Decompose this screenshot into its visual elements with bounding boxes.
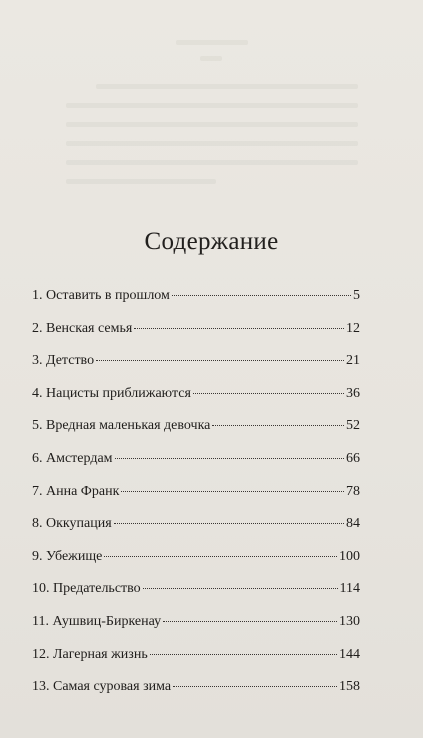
toc-entry-page-number: 100 xyxy=(339,548,360,564)
dot-leader xyxy=(163,621,337,622)
toc-entry-13 xyxy=(32,678,360,711)
toc-entry-12 xyxy=(32,646,360,679)
toc-entry-title: 4. Нацисты приближаются xyxy=(32,385,191,401)
toc-entry-1 xyxy=(32,287,360,320)
toc-entry-title: 9. Убежище xyxy=(32,548,103,564)
toc-entry-page-number: 130 xyxy=(339,613,360,629)
dot-leader xyxy=(121,491,344,492)
toc-entry-5 xyxy=(32,417,360,450)
dot-leader xyxy=(193,393,344,394)
toc-entry-page-number: 12 xyxy=(346,320,360,336)
toc-entry-page-number: 66 xyxy=(346,450,360,466)
toc-entry-page-number: 36 xyxy=(346,385,360,401)
page-title: Содержание xyxy=(144,228,279,255)
toc-entry-page-number: 21 xyxy=(346,353,360,369)
dot-leader xyxy=(114,523,344,524)
toc-entry-title: 7. Анна Франк xyxy=(32,483,120,499)
toc-entry-page-number: 78 xyxy=(346,483,360,499)
dot-leader xyxy=(104,556,337,557)
dot-leader xyxy=(212,425,344,426)
dot-leader xyxy=(143,588,338,589)
table-of-contents xyxy=(32,287,360,711)
dot-leader xyxy=(115,458,344,459)
toc-entry-page-number: 52 xyxy=(346,418,360,434)
dot-leader xyxy=(96,360,344,361)
toc-entry-page-number: 5 xyxy=(353,288,360,303)
toc-entry-page-number: 84 xyxy=(346,516,360,532)
toc-entry-9 xyxy=(32,548,360,581)
toc-entry-title: 8. Оккупация xyxy=(32,516,112,532)
toc-entry-10 xyxy=(32,580,360,613)
toc-entry-3 xyxy=(32,352,360,385)
toc-entry-title: 11. Аушвиц-Биркенау xyxy=(32,613,162,629)
show-through-text xyxy=(0,0,423,200)
toc-entry-4 xyxy=(32,385,360,418)
toc-entry-title: 13. Самая суровая зима xyxy=(32,679,172,695)
toc-entry-page-number: 158 xyxy=(339,679,360,695)
toc-entry-page-number: 144 xyxy=(339,646,360,662)
toc-entry-title: 3. Детство xyxy=(32,353,95,369)
dot-leader xyxy=(172,295,351,296)
toc-entry-6 xyxy=(32,450,360,483)
toc-entry-title: 10. Предательство xyxy=(32,581,141,597)
toc-entry-2 xyxy=(32,320,360,353)
toc-entry-7 xyxy=(32,483,360,516)
toc-entry-title: 5. Вредная маленькая девочка xyxy=(32,418,211,434)
toc-entry-title: 2. Венская семья xyxy=(32,320,133,336)
toc-entry-page-number: 114 xyxy=(339,581,360,597)
toc-entry-11 xyxy=(32,613,360,646)
dot-leader xyxy=(134,328,344,329)
dot-leader xyxy=(150,654,337,655)
toc-entry-8 xyxy=(32,515,360,548)
toc-entry-title: 6. Амстердам xyxy=(32,450,113,466)
toc-entry-title: 1. Оставить в прошлом xyxy=(32,288,170,303)
toc-entry-title: 12. Лагерная жизнь xyxy=(32,646,148,662)
dot-leader xyxy=(173,686,337,687)
